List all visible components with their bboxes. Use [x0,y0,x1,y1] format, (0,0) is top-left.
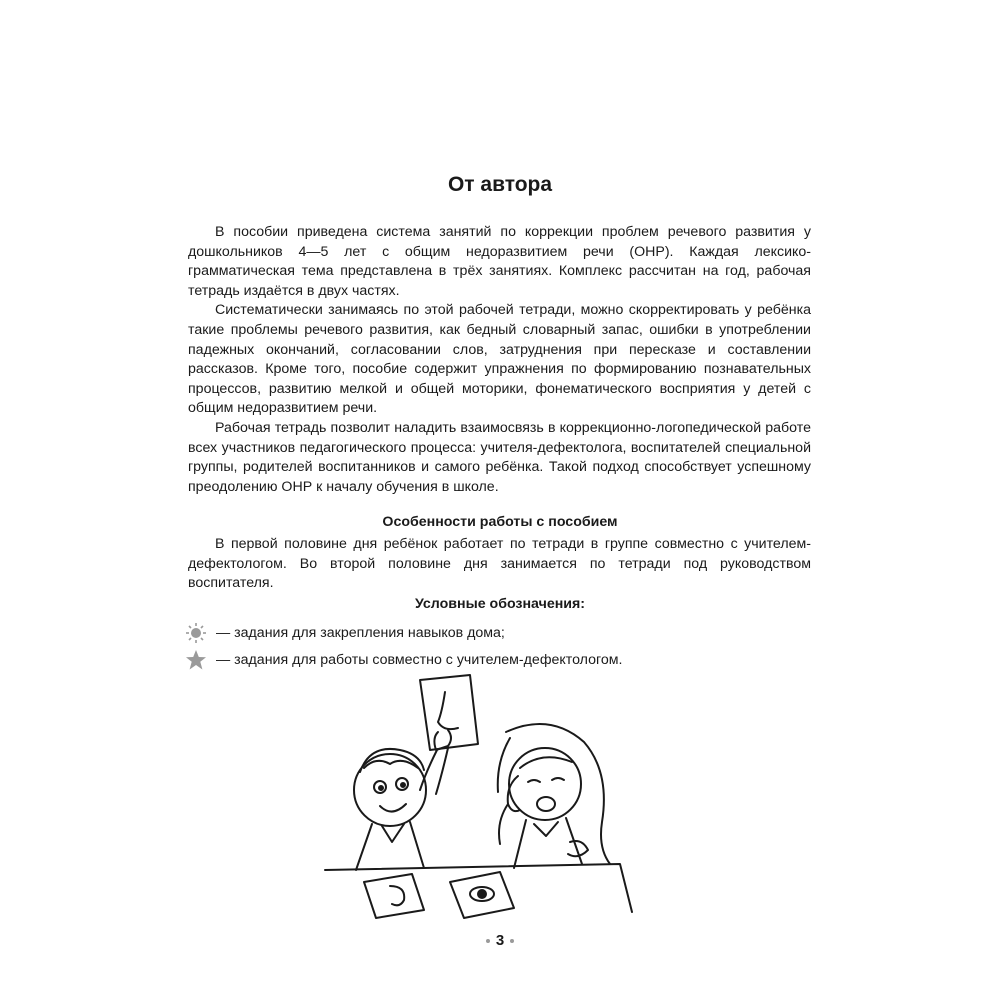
intro-paragraph-2: Систематически занимаясь по этой рабочей тетради, можно скорректировать у ребёнка такие проблемы речевого развития, как бедный словарный запас, ошибки в употреблении падежных окончаний, согласовании слов, затруднения при пересказе и составлении рассказов. Кроме того, пособие содержит упражнения по формированию познавательных процессов, развитию мелкой и общей моторики, фонематического восприятия у детей с общим недоразвитием речи. [188,302,811,417]
star-icon [184,649,208,671]
illustration-children [320,672,650,922]
dot-icon [486,939,490,943]
section-heading: Особенности работы с пособием [382,514,618,530]
nose-card [420,675,478,750]
page-title: От автора [447,173,553,196]
dot-icon [510,939,514,943]
page-number-label: 3 [495,932,505,949]
legend-row-home [184,622,505,644]
intro-paragraph-1: В пособии приведена система занятий по коррекции проблем речевого развития у дошкольников 4—5 лет с общим недоразвитием речи (ОНР). Каждая лексико-грамматическая тема представлена в трёх занятиях. Комплекс рассчитан на год, рабочая тетрадь издаётся в двух частях. [188,224,811,299]
legend-text-home: — задания для закрепления навыков дома; [216,625,505,641]
page-number [0,932,1000,949]
sun-icon [184,622,208,644]
intro-text [188,223,811,497]
legend-row-teacher [184,649,622,671]
legend-text-teacher: — задания для работы совместно с учителем-дефектологом. [216,652,623,668]
legend-heading: Условные обозначения: [414,596,586,612]
ear-card [364,874,424,918]
section-text [188,535,811,594]
section-paragraph: В первой половине дня ребёнок работает по тетради в группе совместно с учителем-дефектологом. Во второй половине дня занимается по тетради под руководством воспитателя. [188,536,811,592]
intro-paragraph-3: Рабочая тетрадь позволит наладить взаимосвязь в коррекционно-логопедической работе всех участников педагогического процесса: учителя-дефектолога, воспитателей специальной группы, родителей воспитанников и самого ребёнка. Такой подход способствует успешному преодолению ОНР к началу обучения в школе. [188,419,811,495]
